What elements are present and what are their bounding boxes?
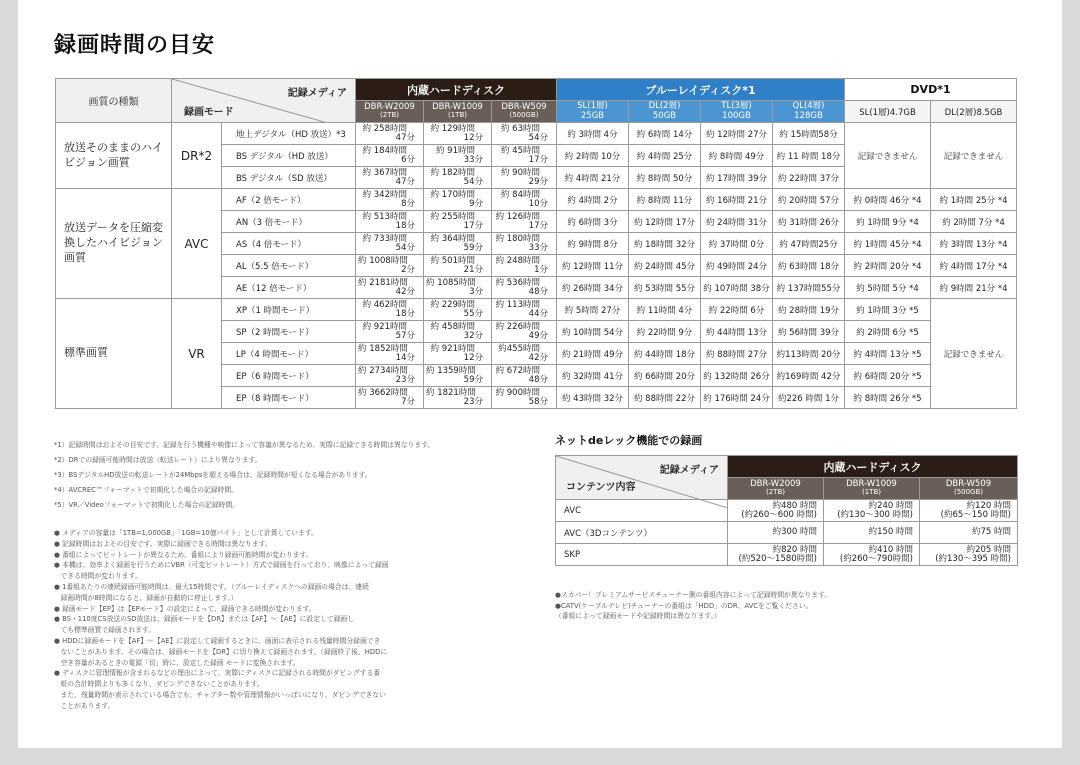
time-part: (約260～600 時間) <box>741 509 817 520</box>
dvd-time-cell: 約 3時間 13分 *4 <box>931 233 1017 255</box>
time-part: 23分 <box>395 374 415 385</box>
hdd-time-cell <box>356 299 424 321</box>
time-part: 33分 <box>463 154 483 165</box>
bd-time-cell: 約 44時間 18分 <box>629 343 701 365</box>
bd-time-cell: 約 32時間 41分 <box>557 365 629 387</box>
mode-code-cell: AVC <box>172 189 222 299</box>
footnote: *1）記録時間はおよその目安です。記録を行う機種や映像によって容量が異なるため、実際に記録できる時間は異なります。 <box>54 441 435 449</box>
time-part: 54分 <box>528 132 548 143</box>
time-part: 17分 <box>463 220 483 231</box>
net-time-cell <box>920 544 1018 566</box>
media-mode-header <box>172 79 356 123</box>
time-part: 約 2734時間 <box>358 366 408 377</box>
bd-type-header: TL(3層) 100GB <box>701 101 773 123</box>
recording-time-table <box>55 78 1017 409</box>
net-model-header: DBR-W509 (500GB) <box>920 478 1018 500</box>
page <box>18 0 1062 748</box>
mode-code-cell: VR <box>172 299 222 409</box>
time-part: 約 126時間 <box>495 212 540 223</box>
hdd-time-cell <box>492 189 557 211</box>
time-part: 約 258時間 <box>362 124 407 135</box>
time-part: 3分 <box>469 286 483 297</box>
bd-time-cell: 約 8時間 11分 <box>629 189 701 211</box>
time-part: 2分 <box>401 264 415 275</box>
bd-time-cell: 約 44時間 13分 <box>701 321 773 343</box>
bullet-notes <box>54 528 454 712</box>
mode-cell: SP（2 時間モード） <box>222 321 356 343</box>
hdd-time-cell <box>356 211 424 233</box>
hdd-time-cell <box>424 167 492 189</box>
time-part: (約260～790時間) <box>839 553 913 564</box>
bd-time-cell: 約 107時間 38分 <box>701 277 773 299</box>
bd-time-cell: 約 8時間 50分 <box>629 167 701 189</box>
bd-time-cell: 約 132時間 26分 <box>701 365 773 387</box>
mode-cell: BS デジタル（HD 放送） <box>222 145 356 167</box>
bd-time-cell: 約 8時間 49分 <box>701 145 773 167</box>
time-part: 約 1821時間 <box>426 388 476 399</box>
mode-cell: AF（2 倍モード） <box>222 189 356 211</box>
hdd-time-cell <box>492 123 557 145</box>
hdd-time-cell <box>424 365 492 387</box>
hdd-time-cell <box>356 233 424 255</box>
mode-cell: EP（6 時間モード） <box>222 365 356 387</box>
net-time-cell <box>824 500 920 522</box>
hdd-time-cell <box>492 365 557 387</box>
time-part: 約 462時間 <box>362 300 407 311</box>
bd-time-cell: 約169時間 42分 <box>773 365 845 387</box>
content-cell: AVC（3Dコンテンツ） <box>556 522 728 544</box>
dvd-time-cell: 約 4時間 13分 *5 <box>845 343 931 365</box>
time-part: 48分 <box>528 374 548 385</box>
dvd-time-cell: 約 1時間 9分 *4 <box>845 211 931 233</box>
time-part: 約 248時間 <box>495 256 540 267</box>
dvd-time-cell: 約 4時間 17分 *4 <box>931 255 1017 277</box>
table-row <box>556 522 1018 544</box>
bd-time-cell: 約 21時間 49分 <box>557 343 629 365</box>
time-part: 約120 時間 <box>966 500 1011 511</box>
net-time-cell <box>824 544 920 566</box>
bd-time-cell: 約 24時間 45分 <box>629 255 701 277</box>
hdd-time-cell <box>424 277 492 299</box>
time-part: 10分 <box>528 198 548 209</box>
bd-time-cell: 約 37時間 0分 <box>701 233 773 255</box>
time-part: 6分 <box>401 154 415 165</box>
hdd-time-cell <box>492 277 557 299</box>
bullet-note: ● HDDに録画モードを【AF】～【AE】に設定して録画するときに、画面に表示される残量時間分録画でき ないことがあります。その場合は、録画モードを【DR】に切り換えて録画されます。（録画終了後、HDDに 空き容量があるときの電源「切」時に、設定した録画 モードに変換されます。 <box>54 636 388 667</box>
time-part: 約410 時間 <box>868 544 913 555</box>
hdd-time-cell <box>356 167 424 189</box>
time-part: 54分 <box>395 242 415 253</box>
mode-cell: BS デジタル（SD 放送） <box>222 167 356 189</box>
dvd-time-cell: 約 2時間 20分 *4 <box>845 255 931 277</box>
mode-cell: 地上デジタル（HD 放送）*3 <box>222 123 356 145</box>
dvd-time-cell: 約 2時間 6分 *5 <box>845 321 931 343</box>
time-part: 約 342時間 <box>362 190 407 201</box>
time-part: 1分 <box>534 264 548 275</box>
bd-time-cell: 約 4時間 2分 <box>557 189 629 211</box>
hdd-time-cell <box>492 343 557 365</box>
time-part: 18分 <box>395 308 415 319</box>
bullet-note: ● メディアの容量は「1TB=1,000GB」「1GB=10億バイト」として計算しています。 <box>54 529 318 537</box>
time-part: 59分 <box>463 242 483 253</box>
time-part: 17分 <box>528 154 548 165</box>
hdd-time-cell <box>492 255 557 277</box>
bd-time-cell: 約 2時間 10分 <box>557 145 629 167</box>
time-part: 約 129時間 <box>430 124 475 135</box>
time-part: 約 1852時間 <box>358 344 408 355</box>
net-media-content-header <box>556 456 728 500</box>
bullet-note: ● 1番組あたりの連続録画可能時間は、最大15時間です。（ブルーレイディスクへの録画の場合は、連続 録画時間が8時間になると、録画が自動的に停止します。） <box>54 582 369 602</box>
time-part: 約 513時間 <box>362 212 407 223</box>
bullet-note: ● ディスクに管理情報が含まれるなどの理由によって、実際にディスクに記録される時間がダビングする番 組の合計時間よりも多くなり、ダビングできないことがあります。 また、残量時間が表示されている場合でも、チャプター数や管理情報がいっぱいになり、ダビングできない ことがあります。 <box>54 669 386 710</box>
time-part: 47分 <box>395 132 415 143</box>
hdd-time-cell <box>424 189 492 211</box>
time-part: 58分 <box>528 396 548 407</box>
quality-cell: 放送そのままのハイビジョン画質 <box>56 123 172 189</box>
dvd-time-cell: 約 8時間 26分 *5 <box>845 387 931 409</box>
net-model-header: DBR-W2009 (2TB) <box>728 478 824 500</box>
time-part: 約75 時間 <box>971 527 1011 538</box>
bd-time-cell: 約 53時間 55分 <box>629 277 701 299</box>
hdd-time-cell <box>356 321 424 343</box>
bd-time-cell: 約 28時間 19分 <box>773 299 845 321</box>
time-part: (約65～150 時間) <box>940 509 1011 520</box>
dvd-time-cell: 約 1時間 25分 *4 <box>931 189 1017 211</box>
bd-time-cell: 約226 時間 1分 <box>773 387 845 409</box>
net-notes <box>555 590 1015 622</box>
time-part: (約520～1580時間) <box>738 553 817 564</box>
hdd-time-cell <box>424 255 492 277</box>
time-part: 約 672時間 <box>495 366 540 377</box>
time-part: 8分 <box>401 198 415 209</box>
mode-cell: XP（1 時間モード） <box>222 299 356 321</box>
dvd-time-cell: 約 1時間 3分 *5 <box>845 299 931 321</box>
time-part: 23分 <box>463 396 483 407</box>
quality-header: 画質の種類 <box>56 79 172 123</box>
net-time-cell <box>728 500 824 522</box>
footnote: *3）BSデジタルHD放送の転送レートが24Mbpsを超える場合は、記録時間が短くなる場合があります。 <box>54 471 372 479</box>
bd-time-cell: 約 24時間 31分 <box>701 211 773 233</box>
hdd-time-cell <box>356 145 424 167</box>
quality-cell: 放送データを圧縮変換したハイビジョン画質 <box>56 189 172 299</box>
table-row <box>56 189 1017 211</box>
bd-time-cell: 約 26時間 34分 <box>557 277 629 299</box>
mode-label: 録画モード <box>184 107 234 118</box>
hdd-time-cell <box>424 123 492 145</box>
time-part: 21分 <box>463 264 483 275</box>
time-part: 約 921時間 <box>430 344 475 355</box>
time-part: 約 184時間 <box>362 146 407 157</box>
hdd-time-cell <box>356 365 424 387</box>
time-part: 約 3662時間 <box>358 388 408 399</box>
bd-type-header: SL(1層) 25GB <box>557 101 629 123</box>
time-part: 約 229時間 <box>430 300 475 311</box>
time-part: 約 170時間 <box>430 190 475 201</box>
time-part: 約150 時間 <box>868 527 913 538</box>
bd-time-cell: 約 12時間 27分 <box>701 123 773 145</box>
hdd-time-cell <box>424 387 492 409</box>
time-part: 約240 時間 <box>868 500 913 511</box>
bd-time-cell: 約 56時間 39分 <box>773 321 845 343</box>
bd-time-cell: 約 17時間 39分 <box>701 167 773 189</box>
net-note: ●CATV(ケーブルテレビ)チューナーの番組は「HDD」のDR、AVCをご覧ください。 （番組によって録画モードや記録時間は異なります。） <box>555 601 813 620</box>
time-part: 約 364時間 <box>430 234 475 245</box>
bd-time-cell: 約 88時間 22分 <box>629 387 701 409</box>
time-part: 44分 <box>528 308 548 319</box>
bd-time-cell: 約 22時間 6分 <box>701 299 773 321</box>
hdd-model-header: DBR-W1009 (1TB) <box>424 101 492 123</box>
hdd-time-cell <box>424 233 492 255</box>
net-time-cell <box>920 522 1018 544</box>
hdd-time-cell <box>356 387 424 409</box>
table-row <box>56 123 1017 145</box>
bd-time-cell: 約 12時間 17分 <box>629 211 701 233</box>
bd-time-cell: 約 22時間 9分 <box>629 321 701 343</box>
bd-time-cell: 約 137時間55分 <box>773 277 845 299</box>
bullet-note: ● 本機は、効率よく録画を行うためにVBR（可変ビットレート）方式で録画を行っており、映像によって録画 できる時間が変わります。 <box>54 561 389 581</box>
bd-time-cell: 約 176時間 24分 <box>701 387 773 409</box>
net-time-cell <box>728 544 824 566</box>
time-part: 12分 <box>463 352 483 363</box>
bluray-group-header: ブルーレイディスク*1 <box>557 79 845 101</box>
bd-time-cell: 約 31時間 26分 <box>773 211 845 233</box>
bd-time-cell: 約 63時間 18分 <box>773 255 845 277</box>
time-part: 49分 <box>528 330 548 341</box>
time-part: 54分 <box>463 176 483 187</box>
hdd-model-header: DBR-W2009 (2TB) <box>356 101 424 123</box>
bd-time-cell: 約 11 時間 18分 <box>773 145 845 167</box>
hdd-time-cell <box>492 387 557 409</box>
time-part: 約820 時間 <box>772 544 817 555</box>
table-row <box>56 299 1017 321</box>
dvd-time-cell: 約 5時間 5分 *4 <box>845 277 931 299</box>
bd-time-cell: 約 22時間 37分 <box>773 167 845 189</box>
bd-time-cell: 約 49時間 24分 <box>701 255 773 277</box>
time-part: 約205 時間 <box>966 544 1011 555</box>
time-part: 32分 <box>463 330 483 341</box>
net-note: ●スカパー！プレミアムサービスチューナー側の番組内容によって記録時間が異なります。 <box>555 591 832 599</box>
bd-time-cell: 約 43時間 32分 <box>557 387 629 409</box>
bd-time-cell: 約 6時間 3分 <box>557 211 629 233</box>
time-part: 12分 <box>463 132 483 143</box>
bd-type-header: QL(4層) 128GB <box>773 101 845 123</box>
time-part: 約 536時間 <box>495 278 540 289</box>
time-part: 約 501時間 <box>430 256 475 267</box>
mode-cell: AS（4 倍モード） <box>222 233 356 255</box>
bd-time-cell: 約 12時間 11分 <box>557 255 629 277</box>
net-model-header: DBR-W1009 (1TB) <box>824 478 920 500</box>
hdd-time-cell <box>492 321 557 343</box>
time-part: 9分 <box>469 198 483 209</box>
time-part: 7分 <box>401 396 415 407</box>
footnote: *5）VR／Videoフォーマットで初期化した場合の記録時間。 <box>54 501 240 509</box>
bullet-note: ● 記録時間はおよその目安です。実際に録画できる時間は異なります。 <box>54 539 272 548</box>
time-part: (約130～300 時間) <box>837 509 913 520</box>
bd-time-cell: 約 88時間 27分 <box>701 343 773 365</box>
net-content-label: コンテンツ内容 <box>566 482 636 493</box>
dvd-time-cell: 約 1時間 45分 *4 <box>845 233 931 255</box>
time-part: 33分 <box>528 242 548 253</box>
bd-time-cell: 約 5時間 27分 <box>557 299 629 321</box>
hdd-time-cell <box>424 299 492 321</box>
hdd-time-cell <box>492 233 557 255</box>
media-label: 記録メディア <box>287 88 347 99</box>
hdd-group-header: 内蔵ハードディスク <box>356 79 557 101</box>
bd-time-cell: 約 47時間25分 <box>773 233 845 255</box>
time-part: 約 63時間 <box>500 124 540 135</box>
bd-time-cell: 約 10時間 54分 <box>557 321 629 343</box>
mode-cell: AL（5.5 倍モード） <box>222 255 356 277</box>
net-hdd-group-header: 内蔵ハードディスク <box>728 456 1018 478</box>
mode-code-cell: DR*2 <box>172 123 222 189</box>
net-time-cell <box>728 522 824 544</box>
dvd-type-header: SL(1層)4.7GB <box>845 101 931 123</box>
time-part: 約 226時間 <box>495 322 540 333</box>
time-part: 47分 <box>395 176 415 187</box>
dvd-time-cell: 約 2時間 7分 *4 <box>931 211 1017 233</box>
time-part: 約 255時間 <box>430 212 475 223</box>
time-part: 約 180時間 <box>495 234 540 245</box>
hdd-time-cell <box>424 211 492 233</box>
bd-time-cell: 約 20時間 57分 <box>773 189 845 211</box>
net-time-cell <box>920 500 1018 522</box>
bullet-note: ● 番組によってビットレートが異なるため、番組により録画可能時間が変わります。 <box>54 550 313 559</box>
hdd-time-cell <box>492 299 557 321</box>
time-part: 約455時間 <box>498 344 540 355</box>
time-part: (約130～395 時間) <box>935 553 1011 564</box>
net-time-cell <box>824 522 920 544</box>
time-part: 約 900時間 <box>495 388 540 399</box>
net-media-label: 記録メディア <box>659 465 719 476</box>
hdd-time-cell <box>424 145 492 167</box>
hdd-time-cell <box>356 123 424 145</box>
quality-cell: 標準画質 <box>56 299 172 409</box>
dvd-time-cell: 約 0時間 46分 *4 <box>845 189 931 211</box>
bd-time-cell: 約 4時間 25分 <box>629 145 701 167</box>
footnotes <box>54 438 524 513</box>
time-part: 約 91時間 <box>435 146 475 157</box>
time-part: 48分 <box>528 286 548 297</box>
hdd-time-cell <box>424 343 492 365</box>
time-part: 約 84時間 <box>500 190 540 201</box>
hdd-time-cell <box>492 167 557 189</box>
hdd-time-cell <box>492 211 557 233</box>
hdd-time-cell <box>424 321 492 343</box>
footnote: *4）AVCREC™フォーマットで初期化した場合の記録時間。 <box>54 486 239 494</box>
bd-type-header: DL(2層) 50GB <box>629 101 701 123</box>
time-part: 約300 時間 <box>772 527 817 538</box>
bd-time-cell: 約 15時間58分 <box>773 123 845 145</box>
footnote: *2）DRでの録画可能時間は放送（転送レート）により異なります。 <box>54 456 262 464</box>
time-part: 約 1085時間 <box>426 278 476 289</box>
time-part: 18分 <box>395 220 415 231</box>
hdd-time-cell <box>356 189 424 211</box>
time-part: 57分 <box>395 330 415 341</box>
dvd-time-cell: 約 9時間 21分 *4 <box>931 277 1017 299</box>
dvd-unsupported-cell: 記録できません <box>931 123 1017 189</box>
bd-time-cell: 約113時間 20分 <box>773 343 845 365</box>
hdd-model-header: DBR-W509 (500GB) <box>492 101 557 123</box>
dvd-group-header: DVD*1 <box>845 79 1017 101</box>
time-part: 55分 <box>463 308 483 319</box>
mode-cell: AE（12 倍モード） <box>222 277 356 299</box>
bullet-note: ● 録画モード【EP】は【EPモード】の設定によって、録画できる時間が変わります。 <box>54 604 316 613</box>
time-part: 約 182時間 <box>430 168 475 179</box>
bd-time-cell: 約 16時間 21分 <box>701 189 773 211</box>
hdd-time-cell <box>356 255 424 277</box>
mode-cell: EP（8 時間モード） <box>222 387 356 409</box>
mode-cell: AN（3 倍モード） <box>222 211 356 233</box>
time-part: 約 2181時間 <box>358 278 408 289</box>
content-cell: SKP <box>556 544 728 566</box>
hdd-time-cell <box>492 145 557 167</box>
mode-cell: LP（4 時間モード） <box>222 343 356 365</box>
time-part: 約 45時間 <box>500 146 540 157</box>
hdd-time-cell <box>356 343 424 365</box>
time-part: 42分 <box>528 352 548 363</box>
net-section-title: ネットdeレック機能での録画 <box>555 434 703 447</box>
time-part: 約 1359時間 <box>426 366 476 377</box>
time-part: 17分 <box>528 220 548 231</box>
content-cell: AVC <box>556 500 728 522</box>
time-part: 約 458時間 <box>430 322 475 333</box>
table-row <box>556 544 1018 566</box>
time-part: 約480 時間 <box>772 500 817 511</box>
dvd-unsupported-cell: 記録できません <box>931 299 1017 409</box>
time-part: 約 367時間 <box>362 168 407 179</box>
time-part: 42分 <box>395 286 415 297</box>
dvd-unsupported-cell: 記録できません <box>845 123 931 189</box>
time-part: 約 1008時間 <box>358 256 408 267</box>
bd-time-cell: 約 3時間 4分 <box>557 123 629 145</box>
time-part: 約 733時間 <box>362 234 407 245</box>
time-part: 約 113時間 <box>495 300 540 311</box>
bd-time-cell: 約 4時間 21分 <box>557 167 629 189</box>
bullet-note: ● BS・110度CS放送のSD放送は、録画モードを【DR】または【AF】～【AE】に設定して録画し ても標準画質で録画されます。 <box>54 615 355 635</box>
page-title: 録画時間の目安 <box>54 33 216 58</box>
bd-time-cell: 約 9時間 8分 <box>557 233 629 255</box>
bd-time-cell: 約 18時間 32分 <box>629 233 701 255</box>
dvd-type-header: DL(2層)8.5GB <box>931 101 1017 123</box>
time-part: 約 921時間 <box>362 322 407 333</box>
time-part: 29分 <box>528 176 548 187</box>
time-part: 59分 <box>463 374 483 385</box>
bd-time-cell: 約 11時間 4分 <box>629 299 701 321</box>
dvd-time-cell: 約 6時間 20分 *5 <box>845 365 931 387</box>
net-recording-table <box>555 455 1018 566</box>
bd-time-cell: 約 6時間 14分 <box>629 123 701 145</box>
bd-time-cell: 約 66時間 20分 <box>629 365 701 387</box>
time-part: 14分 <box>395 352 415 363</box>
hdd-time-cell <box>356 277 424 299</box>
time-part: 約 90時間 <box>500 168 540 179</box>
